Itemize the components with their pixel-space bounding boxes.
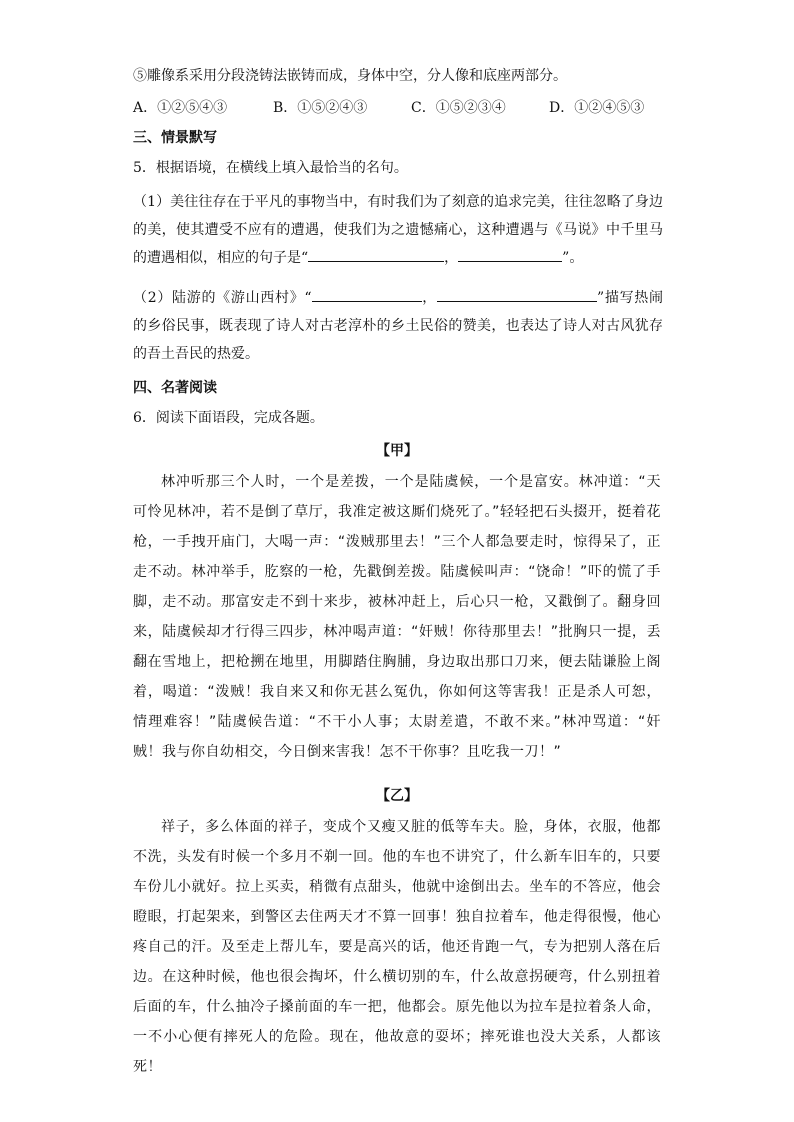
answer-blank[interactable]: [458, 247, 562, 262]
item5-statement: ⑤雕像系采用分段浇铸法嵌铸而成，身体中空，分人像和底座两部分。: [133, 68, 567, 84]
section4-title: 四、名著阅读: [133, 380, 217, 396]
answer-blank[interactable]: [437, 287, 597, 302]
passage-yi-text: 祥子，多么体面的祥子，变成个又瘦又脏的低等车夫。脸，身体，衣服，他都不洗，头发有时候一个多月不剃一回。他的车也不讲究了，什么新车旧车的，只要车份儿小就好。拉上买卖，稍微有点甜头，他就中途倒出去。坐车的不答应，他会瞪眼，打起架来，到警区去住两天才不算一回事！独自拉着车，他走得很慢，他心疼自己的汗。及至走上帮儿车，要是高兴的话，他还肯跑一气，专为把别人落在后边。在这种时候，他也很会掏坏，什么横切别的车，什么故意拐硬弯，什么别扭着后面的车，什么抽冷子搡前面的车一把，他都会。原先他以为拉车是拉着条人命，一不小心便有摔死人的危险。现在，他故意的耍坏；摔死谁也没大关系，人都该死！: [133, 819, 661, 1075]
passage-yi-title: 【乙】: [376, 788, 418, 804]
q5-stem: 5．根据语境，在横线上填入最恰当的名句。: [133, 160, 408, 176]
section3-title: 三、情景默写: [133, 130, 217, 146]
q6-stem: 6．阅读下面语段，完成各题。: [133, 410, 324, 426]
option-d: D．①②④⑤③: [549, 100, 645, 116]
q5-part1: （1）美往往存在于平凡的事物当中，有时我们为了刻意的追求完美，往往忽略了身边的美，使其遭受不应有的遭遇，使我们为之遗憾痛心，这种遭遇与《马说》中千里马的遭遇相似，相应的句子是“ ， ”。: [133, 194, 663, 266]
answer-blank[interactable]: [308, 247, 444, 262]
passage-jia-text: 林冲听那三个人时，一个是差拨，一个是陆虞候，一个是富安。林冲道：“天可怜见林冲，若不是倒了草厅，我准定被这厮们烧死了。”轻轻把石头掇开，挺着花枪，一手拽开庙门，大喝一声：“泼贼那里去！”三个人都急要走时，惊得呆了，正走不动。林冲举手，肐察的一枪，先戳倒差拨。陆虞候叫声：“饶命！”吓的慌了手脚，走不动。那富安走不到十来步，被林冲赶上，后心只一枪，又戳倒了。翻身回来，陆虞候却才行得三四步，林冲喝声道：“奸贼！你待那里去！”批胸只一提，丢翻在雪地上，把枪搠在地里，用脚踏住胸脯，身边取出那口刀来，便去陆谦脸上阁着，喝道：“泼贼！我自来又和你无甚么冤仇，你如何这等害我！正是杀人可恕，情理难容！”陆虞候告道：“不干小人事；太尉差遣，不敢不来。”林冲骂道：“奸贼！我与你自幼相交，今日倒来害我！怎不干你事？且吃我一刀！”: [133, 474, 661, 760]
option-b: B．①⑤②④③: [273, 100, 368, 116]
q5-part2: （2）陆游的《游山西村》“ ， ”描写热闹的乡俗民事，既表现了诗人对古老淳朴的乡土民俗的赞美，也表达了诗人对古风犹存的吾土吾民的热爱。: [133, 284, 663, 368]
answer-blank[interactable]: [312, 287, 422, 302]
passage-jia-title: 【甲】: [376, 443, 418, 459]
option-a: A．①②⑤④③: [133, 100, 228, 116]
option-c: C．①⑤②③④: [411, 100, 506, 116]
